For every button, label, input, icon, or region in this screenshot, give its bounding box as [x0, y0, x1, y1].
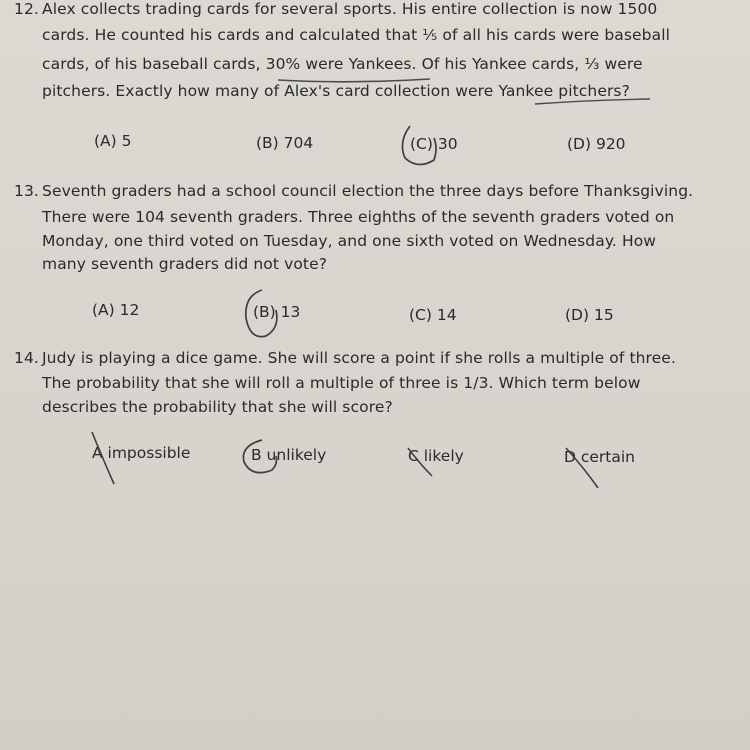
question-text-line: The probability that she will roll a multiple of three is 1/3. Which term below — [42, 374, 641, 392]
answer-choice-b[interactable]: (B) 704 — [256, 134, 314, 152]
question-number: 12. — [14, 0, 39, 18]
question-number: 14. — [14, 349, 39, 367]
question-text-line: cards. He counted his cards and calculated that ⅕ of all his cards were baseball — [42, 26, 671, 44]
question-text-line: Alex collects trading cards for several sports. His entire collection is now 1500 — [42, 0, 658, 18]
question-text-line: There were 104 seventh graders. Three eighths of the seventh graders voted on — [42, 208, 675, 226]
question-text-line: Judy is playing a dice game. She will score a point if she rolls a multiple of three. — [42, 349, 676, 367]
question-number: 13. — [14, 182, 39, 200]
question-text-line: Monday, one third voted on Tuesday, and one sixth voted on Wednesday. How — [42, 232, 657, 250]
answer-choice-d[interactable]: (D) 15 — [565, 306, 614, 324]
answer-choice-d[interactable]: D certain — [564, 448, 635, 466]
question-text-line: cards, of his baseball cards, 30% were Yankees. Of his Yankee cards, ⅓ were — [42, 55, 643, 73]
question-text-line: describes the probability that she will score? — [42, 398, 393, 416]
answer-choice-c[interactable]: (C) 14 — [409, 306, 457, 324]
answer-choice-a[interactable]: (A) 12 — [92, 301, 140, 319]
answer-choice-c[interactable]: (C) 30 — [410, 135, 458, 153]
answer-choice-d[interactable]: (D) 920 — [567, 135, 626, 153]
question-text-line: Seventh graders had a school council election the three days before Thanksgiving. — [42, 182, 694, 200]
answer-choice-b[interactable]: B unlikely — [251, 446, 327, 464]
answer-choice-c[interactable]: C likely — [408, 447, 464, 465]
answer-choice-a[interactable]: (A) 5 — [94, 132, 132, 150]
answer-choice-b[interactable]: (B) 13 — [253, 303, 301, 321]
answer-choice-a[interactable]: A impossible — [92, 444, 191, 462]
question-text-line: many seventh graders did not vote? — [42, 255, 328, 273]
question-text-line: pitchers. Exactly how many of Alex's card collection were Yankee pitchers? — [42, 82, 630, 100]
